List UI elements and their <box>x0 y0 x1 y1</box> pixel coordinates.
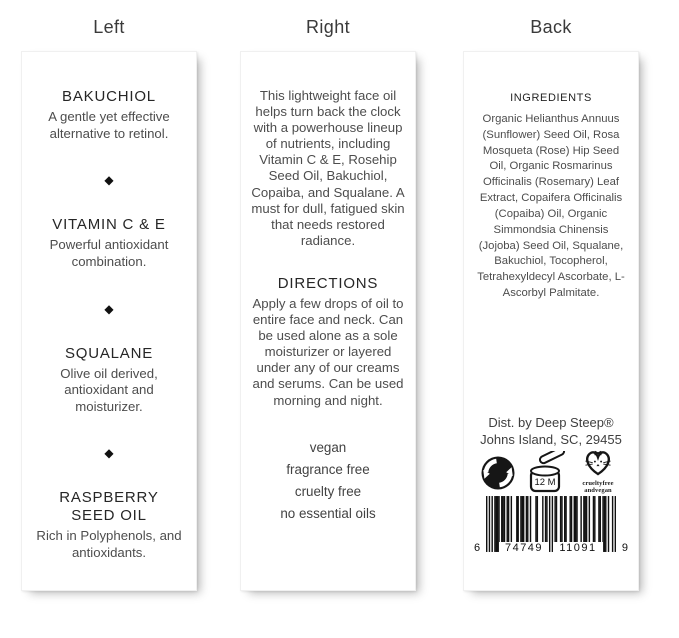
ingredients-body: Organic Helianthus Annuus (Sunflower) Seed Oil, Rosa Mosqueta (Rose) Hip Seed Oil, Organic Rosmarinus Officinalis (Rosemary) Leaf Extract, Copaifera Officinalis (Copaiba) Oil, Organic Simmondsia Chinensis (Jojoba) Seed Oil, Squalane, Bakuchiol, Tocopherol, Tetrahexyldecyl Ascorbate, L-Ascorbyl Palmitate. <box>477 113 625 299</box>
period-after-opening-icon <box>524 451 566 495</box>
ingredient-highlight-heading: SQUALANE <box>64 344 154 362</box>
claim-line: cruelty free <box>294 483 362 499</box>
ingredients-heading: INGREDIENTS <box>510 92 592 104</box>
ingredient-highlight-heading: BAKUCHIOL <box>62 88 156 105</box>
bunny-heart-icon <box>580 449 616 476</box>
distributor-line: Johns Island, SC, 29455 <box>480 431 622 447</box>
left-panel-title: Left <box>93 17 125 37</box>
distributor-line: Dist. by Deep Steep® <box>488 415 614 430</box>
ingredient-highlight-body: Olive oil derived, antioxidant and moisturizer. <box>60 365 158 414</box>
ingredient-highlight-heading: RASPBERRY SEED OIL <box>59 489 159 525</box>
claim-line: fragrance free <box>286 461 370 477</box>
back-panel-title: Back <box>530 17 572 37</box>
barcode-digit-group: 11091 <box>553 542 603 554</box>
directions-heading: DIRECTIONS <box>277 274 379 292</box>
directions-body: Apply a few drops of oil to entire face and neck. Can be used alone as a sole moisturizer or layered under any of our creams and serums. Can be used morning and night. <box>252 295 404 408</box>
distributor-info <box>464 415 638 449</box>
cruelty-free-vegan-icon <box>575 449 621 495</box>
bunny-caption-line: andvegan <box>584 486 612 494</box>
back-label-column <box>463 0 639 591</box>
barcode-digit-group: 9 <box>621 542 628 554</box>
left-panel <box>21 51 197 591</box>
barcode-digit-group: 74749 <box>499 542 549 554</box>
ingredient-highlight-body: A gentle yet effective alternative to retinol. <box>48 109 170 141</box>
ingredient-highlight-body: Powerful antioxidant combination. <box>49 237 169 269</box>
left-label-column <box>21 0 197 591</box>
barcode-section <box>464 496 638 558</box>
product-description: This lightweight face oil helps turn back the clock with a powerhouse lineup of nutrients, including Vitamin C & E, Rosehip Seed Oil, Bakuchiol, Copaiba, and Squalane. A must for dull, fatigued skin that needs restored radiance. <box>251 88 405 248</box>
right-panel-title: Right <box>305 17 351 37</box>
claims-list <box>251 439 405 523</box>
ingredient-highlight-heading: VITAMIN C & E <box>52 216 166 234</box>
ingredient-highlight-body: Rich in Polyphenols, and antioxidants. <box>36 528 182 560</box>
diamond-separator-icon: ◆ <box>104 301 114 316</box>
barcode-digit-group: 6 <box>474 542 481 554</box>
right-label-column <box>240 0 416 591</box>
diamond-separator-icon: ◆ <box>104 173 114 188</box>
claim-line: vegan <box>309 439 347 455</box>
bunny-caption-line: crueltyfree <box>582 480 614 487</box>
claim-line: no essential oils <box>280 505 376 521</box>
certification-icons-row <box>464 449 638 495</box>
diamond-separator-icon: ◆ <box>104 446 114 461</box>
back-panel <box>463 51 639 591</box>
right-panel <box>240 51 416 591</box>
upc-barcode <box>474 496 628 558</box>
green-dot-recycle-icon <box>481 456 515 490</box>
pao-duration-label: 12 M <box>534 477 556 488</box>
